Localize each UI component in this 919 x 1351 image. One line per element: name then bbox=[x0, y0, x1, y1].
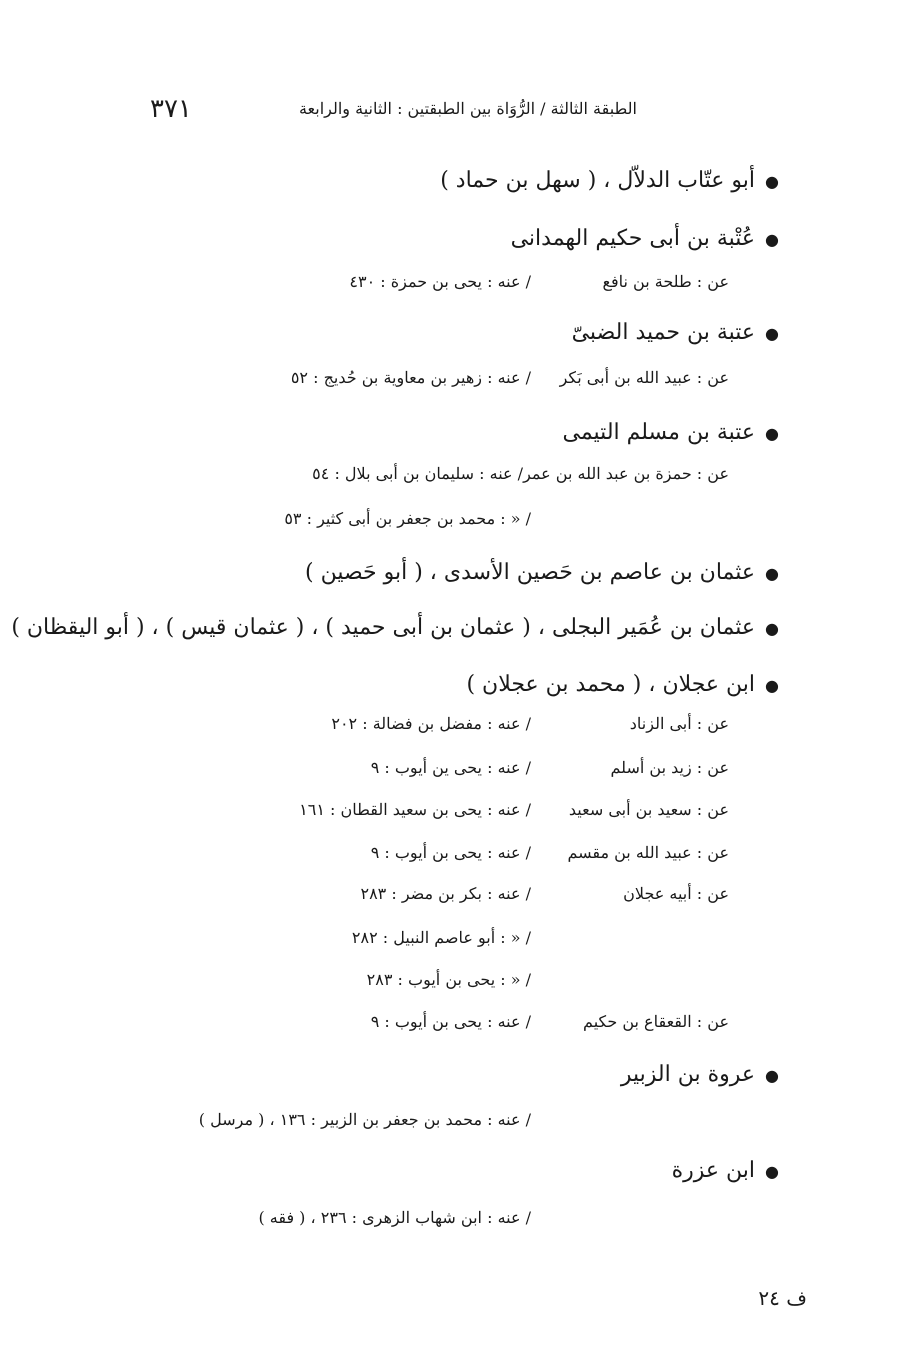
bullet-icon: ● bbox=[765, 1066, 779, 1085]
running-header-title: الطبقة الثالثة / الرُّوَاة بين الطبقتين : الثانية والرابعة bbox=[298, 99, 637, 118]
ref-to: / عنه : يحى بن حمزة : ٤٣٠ bbox=[349, 272, 531, 291]
entry-name: ابن عزرة bbox=[671, 1158, 756, 1183]
entry-heading bbox=[11, 615, 779, 640]
ref-to: / عنه : محمد بن جعفر بن الزبير : ١٣٦ ، ( مرسل ) bbox=[198, 1110, 531, 1129]
entry-name: أبو عتّاب الدلاّل ، ( سهل بن حماد ) bbox=[440, 168, 756, 193]
bullet-icon: ● bbox=[765, 230, 779, 249]
signature-mark: ف ٢٤ bbox=[758, 1286, 807, 1310]
ref-from: عن : أبى الزناد bbox=[629, 714, 729, 733]
page-number: ٣٧١ bbox=[150, 94, 192, 124]
ref-to: / عنه : زهير بن معاوية بن حُديج : ٥٢ bbox=[290, 368, 531, 387]
ref-to: / عنه : يحى ين أيوب : ٩ bbox=[370, 758, 531, 777]
ref-from: عن : طلحة بن نافع bbox=[602, 272, 729, 291]
entry-name: عتبة بن مسلم التيمى bbox=[562, 420, 756, 445]
entry-heading bbox=[562, 420, 779, 445]
entry-name: عثمان بن عُمَير البجلى ، ( عثمان بن أبى حميد ) ، ( عثمان قيس ) ، ( أبو اليقظان ) bbox=[11, 615, 756, 640]
ref-from: عن : زيد بن أسلم bbox=[610, 758, 729, 777]
entry-heading bbox=[672, 1158, 779, 1183]
ref-to: / عنه : مفضل بن فضالة : ٢٠٢ bbox=[331, 714, 531, 733]
ref-line: عن : حمزة بن عبد الله بن عمر/ عنه : سليمان بن أبى بلال : ٥٤ bbox=[312, 464, 729, 483]
ref-to: / عنه : بكر بن مضر : ٢٨٣ bbox=[360, 884, 531, 903]
ref-to: / « : أبو عاصم النبيل : ٢٨٢ bbox=[351, 928, 531, 947]
bullet-icon: ● bbox=[765, 619, 779, 638]
ref-to: / عنه : ابن شهاب الزهرى : ٢٣٦ ، ( فقه ) bbox=[258, 1208, 531, 1227]
bullet-icon: ● bbox=[765, 564, 779, 583]
entry-heading bbox=[572, 320, 779, 345]
entry-heading bbox=[466, 672, 779, 697]
bullet-icon: ● bbox=[765, 172, 779, 191]
bullet-icon: ● bbox=[765, 424, 779, 443]
ref-from: عن : عبيد الله بن أبى بَكر bbox=[559, 368, 729, 387]
ref-from: عن : سعيد بن أبى سعيد bbox=[568, 800, 729, 819]
entry-name: ابن عجلان ، ( محمد بن عجلان ) bbox=[466, 672, 756, 697]
entry-name: عروة بن الزبير bbox=[620, 1062, 756, 1087]
entry-name: عُتْبة بن أبى حكيم الهمدانى bbox=[510, 226, 756, 251]
entry-name: عتبة بن حميد الضبىّ bbox=[571, 320, 756, 345]
ref-from: عن : أبيه عجلان bbox=[623, 884, 729, 903]
ref-to: / عنه : يحى بن أيوب : ٩ bbox=[370, 843, 531, 862]
bullet-icon: ● bbox=[765, 676, 779, 695]
bullet-icon: ● bbox=[765, 324, 779, 343]
ref-from: عن : القعقاع بن حكيم bbox=[583, 1012, 729, 1031]
entry-heading bbox=[511, 226, 779, 251]
ref-to: / عنه : يحى بن أيوب : ٩ bbox=[370, 1012, 531, 1031]
ref-line: / « : محمد بن جعفر بن أبى كثير : ٥٣ bbox=[284, 509, 531, 528]
entry-heading bbox=[440, 168, 779, 193]
bullet-icon: ● bbox=[765, 1162, 779, 1181]
ref-from: عن : عبيد الله بن مقسم bbox=[567, 843, 729, 862]
entry-name: عثمان بن عاصم بن حَصين الأسدى ، ( أبو حَصين ) bbox=[305, 560, 756, 585]
ref-to: / عنه : يحى بن سعيد القطان : ١٦١ bbox=[299, 800, 531, 819]
entry-heading bbox=[305, 560, 779, 585]
ref-to: / « : يحى بن أيوب : ٢٨٣ bbox=[366, 970, 531, 989]
entry-heading bbox=[621, 1062, 779, 1087]
